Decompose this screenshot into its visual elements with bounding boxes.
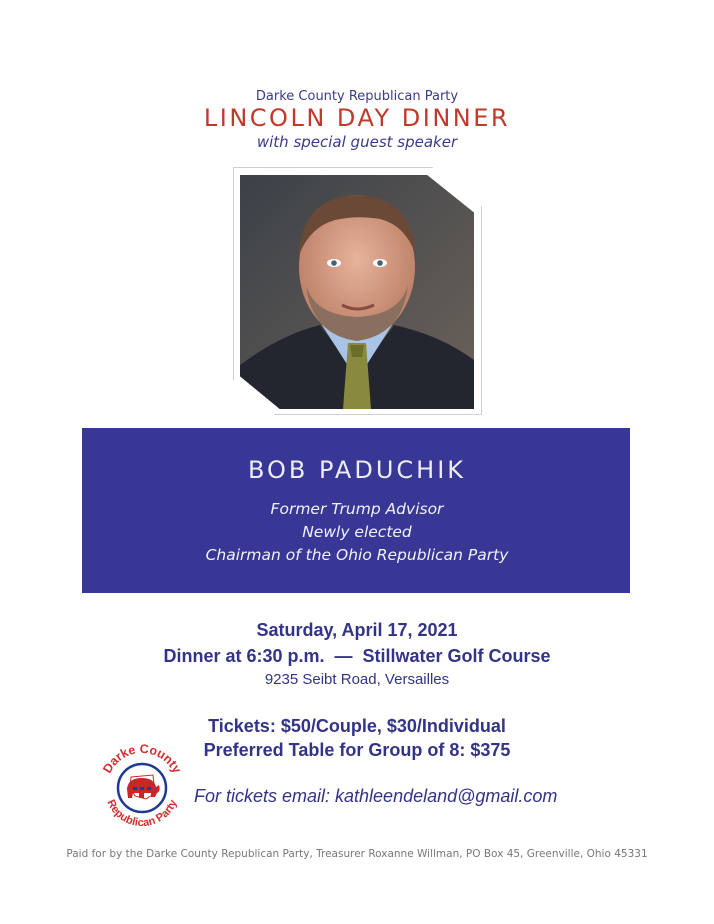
speaker-photo [240,175,474,409]
organization-name: Darke County Republican Party [255,89,459,104]
speaker-role: Newly elected [302,523,412,541]
logo-top-text: Darke County [100,741,184,776]
preferred-table-price: Preferred Table for Group of 8: $375 [203,740,511,760]
speaker-name: BOB PADUCHIK [247,456,467,484]
event-title: LINCOLN DAY DINNER [203,104,511,132]
event-address: 9235 Seibt Road, Versailles [264,671,450,688]
footer-disclaimer: Paid for by the Darke County Republican Party, Treasurer Roxanne Willman, PO Box 45, Greenville, Ohio 45331 [66,848,648,860]
party-logo [97,741,187,831]
event-subtitle: with special guest speaker [256,133,458,151]
event-date: Saturday, April 17, 2021 [256,620,458,640]
ticket-email: For tickets email: kathleendeland@gmail.com [194,786,558,806]
event-time-location: Dinner at 6:30 p.m. — Stillwater Golf Course [163,646,551,666]
speaker-role: Chairman of the Ohio Republican Party [205,546,509,564]
ticket-prices: Tickets: $50/Couple, $30/Individual [208,716,506,736]
speaker-role: Former Trump Advisor [270,500,444,518]
logo-bottom-text: Republican Party [104,797,180,830]
